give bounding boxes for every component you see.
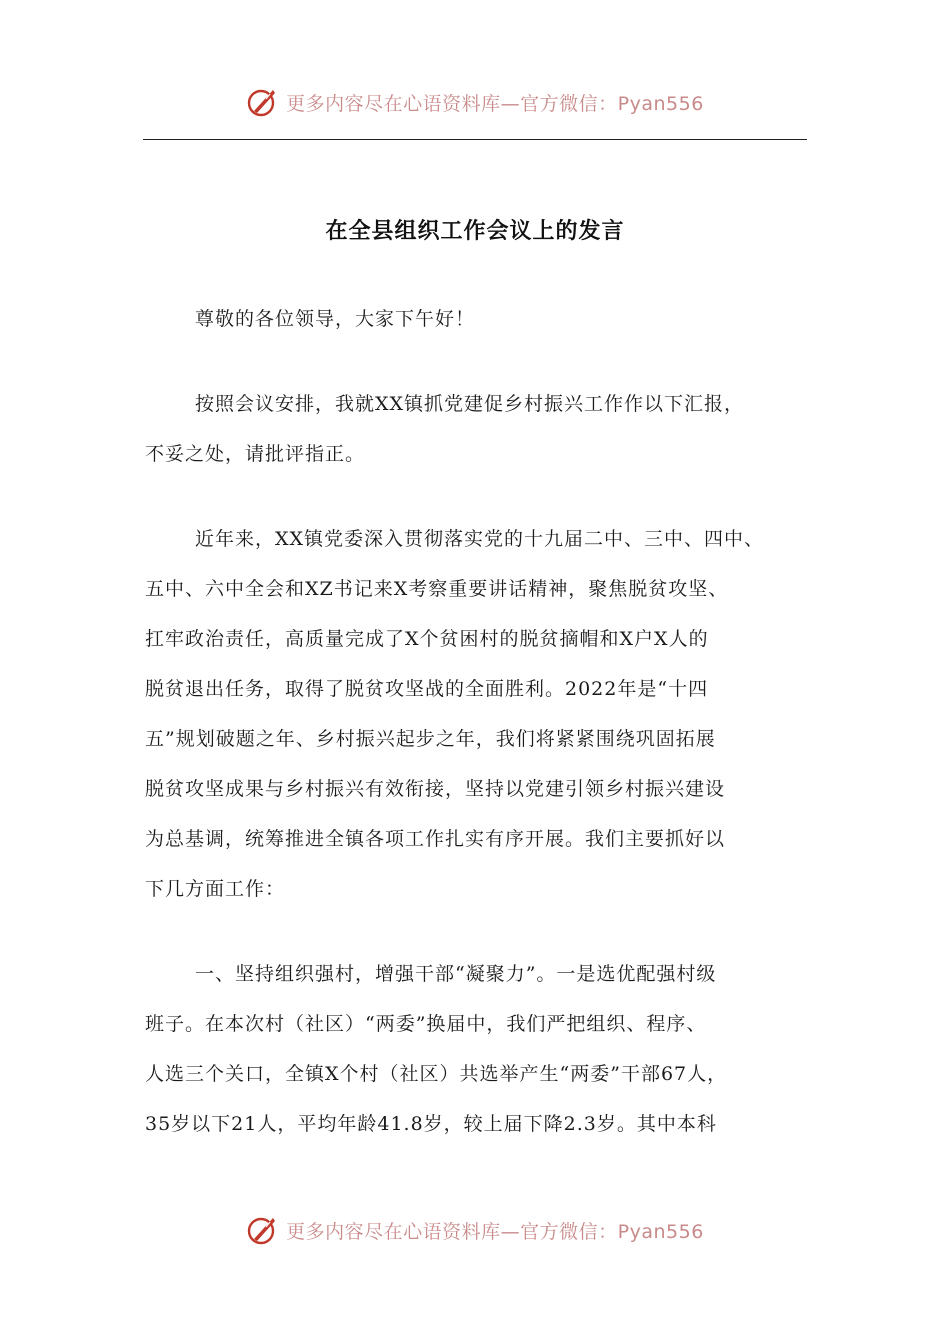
greeting: 尊敬的各位领导，大家下午好！ <box>195 308 476 330</box>
header-banner <box>0 82 950 122</box>
paragraph-line: 一、坚持组织强村，增强干部“凝聚力”。一是选优配强村级 <box>195 963 717 985</box>
footer-banner-text: 更多内容尽在心语资料库—官方微信：Pyan556 <box>286 1220 704 1243</box>
paragraph-line: 脱贫攻坚成果与乡村振兴有效衔接，坚持以党建引领乡村振兴建设 <box>145 778 726 800</box>
paragraph-line: 下几方面工作： <box>145 878 286 900</box>
paragraph-line: 近年来，XX镇党委深入贯彻落实党的十九届二中、三中、四中、 <box>195 528 765 550</box>
paragraph-line: 班子。在本次村（社区）“两委”换届中，我们严把组织、程序、 <box>145 1013 707 1035</box>
paragraph-line: 五中、六中全会和XZ书记来X考察重要讲话精神，聚焦脱贫攻坚、 <box>145 578 729 600</box>
quill-logo-icon <box>246 85 280 119</box>
quill-logo-icon <box>246 1213 280 1247</box>
paragraph-line: 为总基调，统筹推进全镇各项工作扎实有序开展。我们主要抓好以 <box>145 828 726 850</box>
paragraph-line: 人选三个关口，全镇X个村（社区）共选举产生“两委”干部67人， <box>145 1063 728 1085</box>
header-banner-text: 更多内容尽在心语资料库—官方微信：Pyan556 <box>286 92 704 115</box>
paragraph-line: 扛牢政治责任，高质量完成了X个贫困村的脱贫摘帽和X户X人的 <box>145 628 709 650</box>
header-divider <box>143 139 807 140</box>
footer-banner <box>0 1210 950 1250</box>
paragraph-line: 脱贫退出任务，取得了脱贫攻坚战的全面胜利。2022年是“十四 <box>145 678 709 700</box>
paragraph-line: 35岁以下21人，平均年龄41.8岁，较上届下降2.3岁。其中本科 <box>145 1113 717 1135</box>
paragraph-line: 五”规划破题之年、乡村振兴起步之年，我们将紧紧围绕巩固拓展 <box>145 728 716 750</box>
paragraph-line: 按照会议安排，我就XX镇抓党建促乡村振兴工作作以下汇报， <box>195 393 745 415</box>
paragraph-line: 不妥之处，请批评指正。 <box>145 443 366 465</box>
document-title: 在全县组织工作会议上的发言 <box>325 218 625 244</box>
